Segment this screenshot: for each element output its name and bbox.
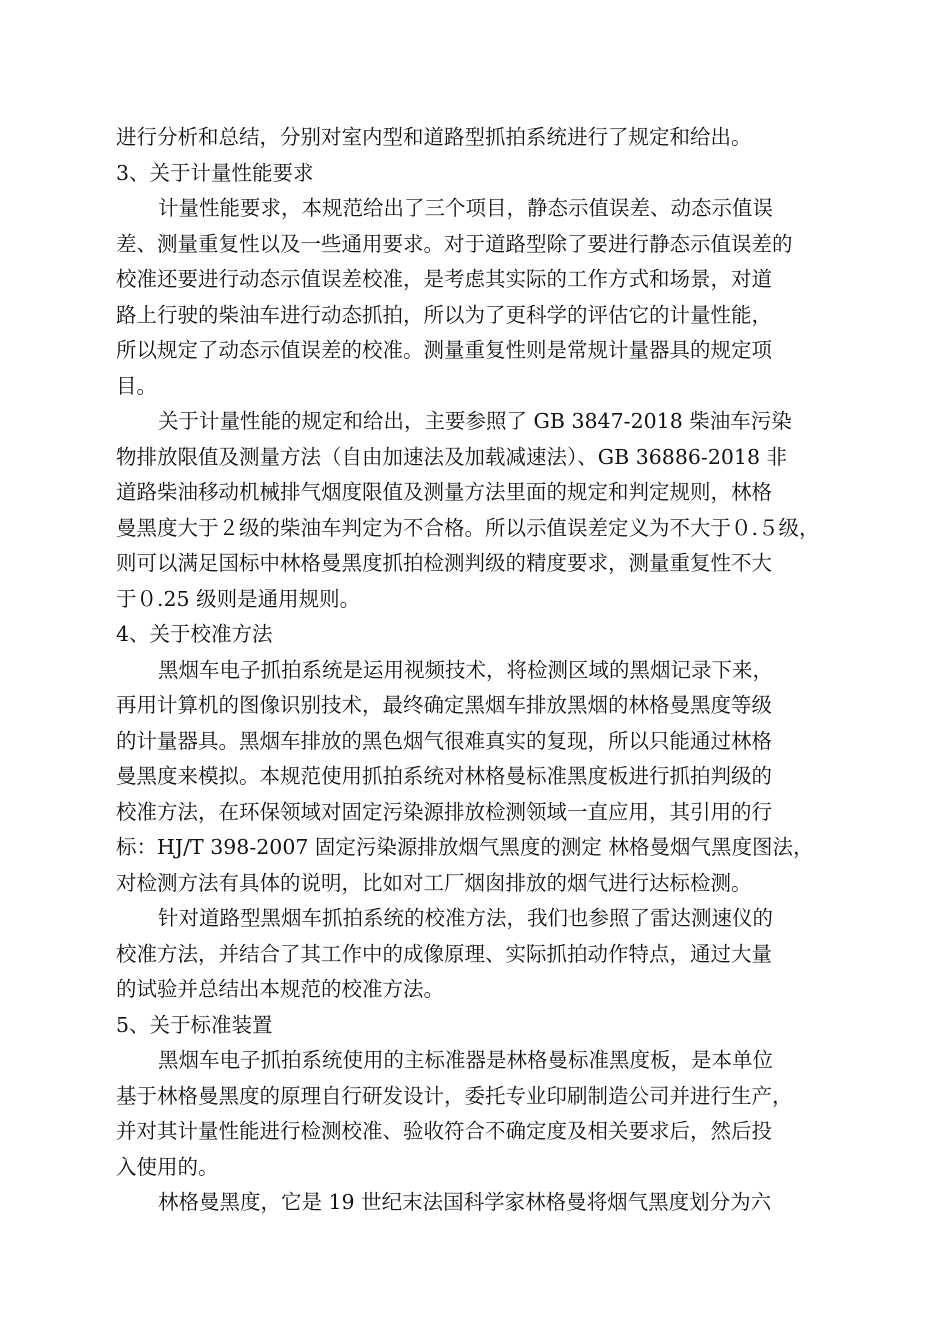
body-text-line: 对检测方法有具体的说明，比如对工厂烟囱排放的烟气进行达标检测。 bbox=[116, 870, 752, 895]
body-text-line: 则可以满足国标中林格曼黑度抓拍检测判级的精度要求，测量重复性不大 bbox=[116, 551, 772, 575]
body-text-line: 针对道路型黑烟车抓拍系统的校准方法，我们也参照了雷达测速仪的 bbox=[158, 906, 773, 930]
body-text-line: 黑烟车电子抓拍系统是运用视频技术，将检测区域的黑烟记录下来， bbox=[158, 657, 773, 682]
body-text-line: 道路柴油移动机械排气烟度限值及测量方法里面的规定和判定规则，林格 bbox=[116, 480, 772, 504]
section-heading-4: 4、关于校准方法 bbox=[116, 622, 273, 646]
body-text-line: 标：HJ/T 398-2007 固定污染源排放烟气黑度的测定 林格曼烟气黑度图法， bbox=[116, 835, 814, 859]
body-text-line: 的试验并总结出本规范的校准方法。 bbox=[116, 977, 444, 1001]
body-text-line: 曼黑度来模拟。本规范使用抓拍系统对林格曼标准黑度板进行抓拍判级的 bbox=[116, 764, 772, 788]
body-text-line: 目。 bbox=[116, 373, 157, 398]
body-text-line: 物排放限值及测量方法（自由加速法及加载减速法）、GB 36886-2018 非 bbox=[116, 444, 788, 469]
body-text-line: 再用计算机的图像识别技术，最终确定黑烟车排放黑烟的林格曼黑度等级 bbox=[116, 693, 772, 717]
body-text-line: 林格曼黑度，它是 19 世纪末法国科学家林格曼将烟气黑度划分为六 bbox=[158, 1190, 772, 1214]
body-text-line: 关于计量性能的规定和给出，主要参照了 GB 3847-2018 柴油车污染 bbox=[158, 409, 792, 433]
section-heading-3: 3、关于计量性能要求 bbox=[116, 160, 314, 185]
body-text-line: 所以规定了动态示值误差的校准。测量重复性则是常规计量器具的规定项 bbox=[116, 338, 772, 362]
body-text-line: 校准还要进行动态示值误差校准，是考虑其实际的工作方式和场景，对道 bbox=[116, 267, 772, 291]
section-heading-5: 5、关于标准装置 bbox=[116, 1012, 273, 1037]
body-text-line: 曼黑度大于２级的柴油车判定为不合格。所以示值误差定义为不大于０.５级， bbox=[116, 515, 820, 540]
body-text-line: 校准方法，并结合了其工作中的成像原理、实际抓拍动作特点，通过大量 bbox=[116, 941, 772, 966]
body-text-line: 并对其计量性能进行检测校准、验收符合不确定度及相关要求后，然后投 bbox=[116, 1119, 772, 1143]
body-text-line: 路上行驶的柴油车进行动态抓拍，所以为了更科学的评估它的计量性能， bbox=[116, 302, 772, 327]
body-text-line: 差、测量重复性以及一些通用要求。对于道路型除了要进行静态示值误差的 bbox=[116, 231, 793, 256]
body-text-line: 入使用的。 bbox=[116, 1154, 219, 1179]
body-text-line: 校准方法，在环保领域对固定污染源排放检测领域一直应用，其引用的行 bbox=[116, 799, 772, 824]
body-text-line: 计量性能要求，本规范给出了三个项目，静态示值误差、动态示值误 bbox=[158, 196, 773, 220]
body-text-line: 黑烟车电子抓拍系统使用的主标准器是林格曼标准黑度板，是本单位 bbox=[158, 1048, 773, 1072]
body-text-line: 基于林格曼黑度的原理自行研发设计，委托专业印刷制造公司并进行生产， bbox=[116, 1083, 793, 1108]
body-text-line: 于０.25 级则是通用规则。 bbox=[116, 586, 361, 611]
document-text bbox=[116, 120, 834, 1221]
body-text-line: 的计量器具。黑烟车排放的黑色烟气很难真实的复现，所以只能通过林格 bbox=[116, 728, 772, 753]
body-text-line: 进行分析和总结，分别对室内型和道路型抓拍系统进行了规定和给出。 bbox=[116, 125, 752, 149]
